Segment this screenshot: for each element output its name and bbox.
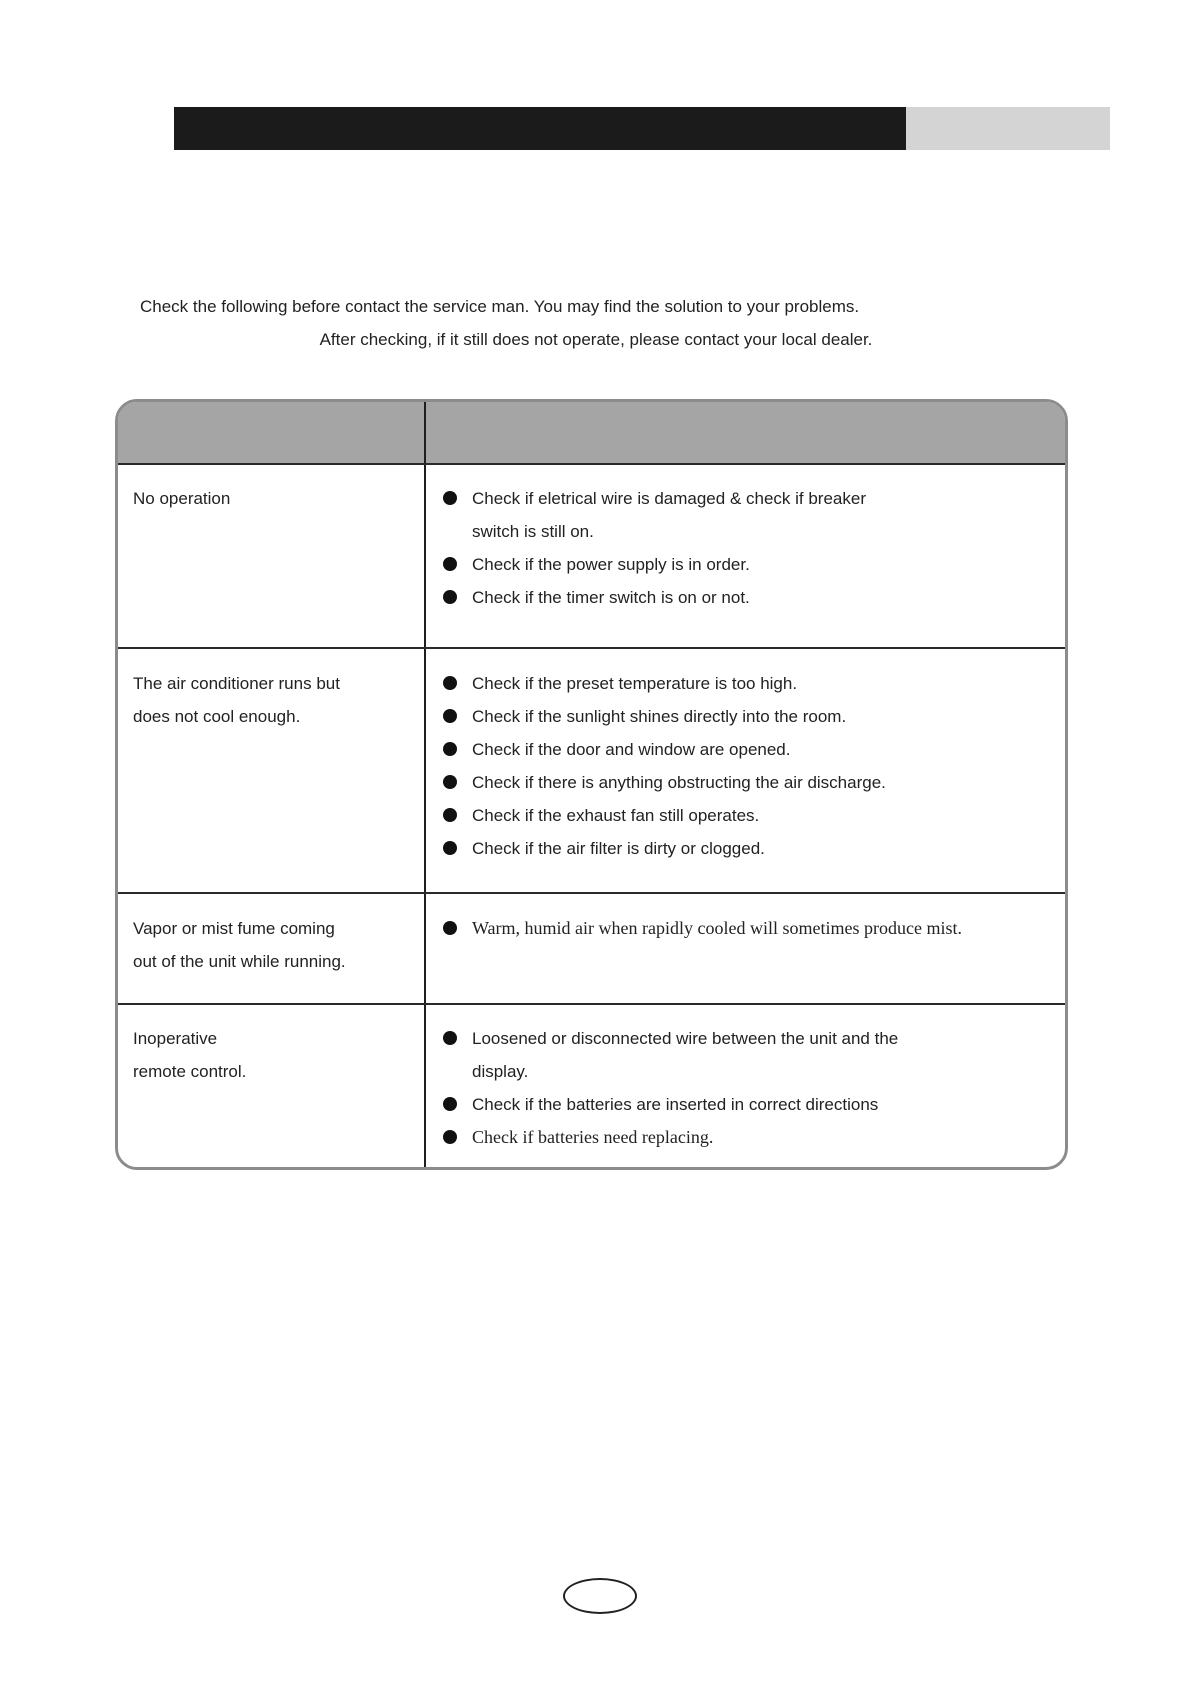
bullet-icon: [443, 775, 457, 789]
table-header: [118, 402, 1065, 463]
cause-list: [441, 667, 1061, 865]
cause-text: Check if batteries need replacing.: [472, 1127, 714, 1147]
bullet-icon: [443, 676, 457, 690]
bullet-icon: [443, 590, 457, 604]
section-header-bar: [174, 107, 906, 150]
cause-text: Check if the timer switch is on or not.: [472, 588, 750, 607]
row-divider: [118, 647, 1065, 649]
bullet-icon: [443, 808, 457, 822]
list-item: [441, 1121, 1061, 1154]
list-item: [441, 1022, 1061, 1088]
bullet-icon: [443, 921, 457, 935]
cause-text: Loosened or disconnected wire between the unit and the display.: [472, 1029, 899, 1081]
list-item: [441, 733, 1061, 766]
bullet-icon: [443, 491, 457, 505]
section-header-tab: [906, 107, 1110, 150]
page-number-oval: [563, 1578, 637, 1614]
list-item: [441, 548, 1061, 581]
bullet-icon: [443, 709, 457, 723]
cause-text: Check if the sunlight shines directly into the room.: [472, 707, 847, 726]
list-item: [441, 700, 1061, 733]
row-divider: [118, 1003, 1065, 1005]
list-item: [441, 1088, 1061, 1121]
list-item: [441, 667, 1061, 700]
problem-text: out of the unit while running.: [133, 952, 346, 971]
list-item: [441, 832, 1061, 865]
problem-text: remote control.: [133, 1062, 247, 1081]
cause-list: [441, 912, 1061, 945]
intro-line-2: After checking, if it still does not operate, please contact your local dealer.: [319, 330, 873, 349]
list-item: [441, 482, 1061, 548]
troubleshooting-table: [115, 399, 1068, 1170]
cause-text: Check if the exhaust fan still operates.: [472, 806, 760, 825]
cause-text: Check if the preset temperature is too high.: [472, 674, 798, 693]
bullet-icon: [443, 1130, 457, 1144]
list-item: [441, 912, 1061, 945]
bullet-icon: [443, 1031, 457, 1045]
cause-list: [441, 1022, 1061, 1154]
problem-cell: [133, 667, 413, 733]
problem-text: No operation: [133, 489, 231, 508]
cause-text: Check if the door and window are opened.: [472, 740, 791, 759]
problem-text: Vapor or mist fume coming: [133, 919, 335, 938]
cause-list: [441, 482, 1061, 614]
row-divider: [118, 892, 1065, 894]
intro-line-1: Check the following before contact the service man. You may find the solution to your problems.: [140, 297, 860, 316]
list-item: [441, 581, 1061, 614]
bullet-icon: [443, 742, 457, 756]
cause-text: Check if the air filter is dirty or clogged.: [472, 839, 765, 858]
problem-cell: [133, 912, 413, 978]
problem-text: The air conditioner runs but: [133, 674, 340, 693]
bullet-icon: [443, 841, 457, 855]
cause-text: Check if the batteries are inserted in correct directions: [472, 1095, 879, 1114]
problem-text: does not cool enough.: [133, 707, 301, 726]
list-item: [441, 799, 1061, 832]
list-item: [441, 766, 1061, 799]
cause-text: Check if there is anything obstructing the air discharge.: [472, 773, 886, 792]
cause-text: Check if the power supply is in order.: [472, 555, 750, 574]
problem-cell: [133, 482, 413, 515]
column-divider: [424, 402, 426, 1167]
bullet-icon: [443, 1097, 457, 1111]
cause-text: Warm, humid air when rapidly cooled will sometimes produce mist.: [472, 918, 962, 938]
bullet-icon: [443, 557, 457, 571]
problem-cell: [133, 1022, 413, 1088]
problem-text: Inoperative: [133, 1029, 218, 1048]
row-divider: [118, 463, 1065, 465]
cause-text: Check if eletrical wire is damaged & check if breaker switch is still on.: [472, 489, 866, 541]
